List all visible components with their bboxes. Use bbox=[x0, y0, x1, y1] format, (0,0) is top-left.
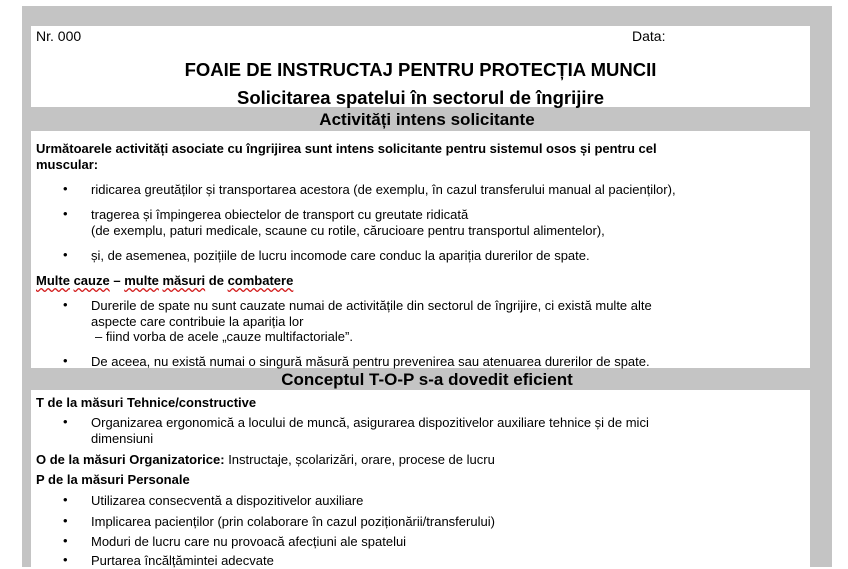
causes-item: Durerile de spate nu sunt cauzate numai de activitățile din sectorul de îngrijire, ci există multe alte bbox=[91, 298, 652, 313]
subheading-word: combatere bbox=[227, 273, 294, 288]
bullet-marker: • bbox=[63, 353, 68, 368]
p-heading: P de la măsuri Personale bbox=[36, 472, 190, 487]
causes-subheading bbox=[36, 273, 293, 289]
bullet-marker: • bbox=[63, 414, 68, 429]
causes-item-continuation: – fiind vorba de acele „cauze multifactoriale”. bbox=[95, 329, 353, 344]
activity-item: tragerea și împingerea obiectelor de transport cu greutate ridicată bbox=[91, 207, 469, 222]
o-line bbox=[36, 452, 495, 468]
o-text: Instructaje, școlarizări, orare, procese de lucru bbox=[228, 452, 495, 467]
activity-item-continuation: (de exemplu, paturi medicale, scaune cu rotile, cărucioare pentru transportul alimentelor), bbox=[91, 223, 605, 238]
bullet-marker: • bbox=[63, 181, 68, 196]
document-subtitle: Solicitarea spatelui în sectorul de îngrijire bbox=[236, 87, 605, 108]
section-title-activities: Activități intens solicitante bbox=[319, 110, 535, 129]
o-heading: O de la măsuri Organizatorice: bbox=[36, 452, 225, 467]
document-number: Nr. 000 bbox=[36, 28, 82, 44]
causes-item: De aceea, nu există numai o singură măsură pentru prevenirea sau atenuarea durerilor de spate. bbox=[91, 354, 650, 369]
bullet-marker: • bbox=[63, 513, 68, 528]
date-label: Data: bbox=[632, 28, 666, 44]
subheading-word: multe bbox=[124, 273, 159, 288]
p-item: Utilizarea consecventă a dispozitivelor auxiliare bbox=[91, 493, 364, 508]
p-item: Implicarea pacienților (prin colaborare în cazul poziționării/transferului) bbox=[91, 514, 495, 529]
p-item: Moduri de lucru care nu provoacă afecțiuni ale spatelui bbox=[91, 534, 407, 549]
subheading-word: măsuri bbox=[162, 273, 206, 288]
bullet-marker: • bbox=[63, 206, 68, 221]
subheading-dash: – bbox=[113, 273, 121, 288]
p-item: Purtarea încălțămintei adecvate bbox=[91, 553, 274, 568]
bullet-marker: • bbox=[63, 247, 68, 262]
causes-item-continuation: aspecte care contribuie la apariția lor bbox=[91, 314, 304, 329]
document-title: FOAIE DE INSTRUCTAJ PENTRU PROTECȚIA MUNCII bbox=[184, 59, 657, 80]
t-item-continuation: dimensiuni bbox=[91, 431, 154, 446]
t-heading: T de la măsuri Tehnice/constructive bbox=[36, 395, 257, 410]
activity-item: ridicarea greutăților și transportarea acestora (de exemplu, în cazul transferului manual al pacienților), bbox=[91, 182, 676, 197]
section-title-top-concept: Conceptul T-O-P s-a dovedit eficient bbox=[281, 370, 573, 389]
bullet-marker: • bbox=[63, 492, 68, 507]
bullet-marker: • bbox=[63, 552, 68, 567]
activities-intro-line1: Următoarele activități asociate cu îngrijirea sunt intens solicitante pentru sistemul osos și pentru cel bbox=[36, 141, 657, 156]
t-item: Organizarea ergonomică a locului de muncă, asigurarea dispozitivelor auxiliare tehnice și de mici bbox=[91, 415, 649, 430]
bullet-marker: • bbox=[63, 533, 68, 548]
activities-intro-line2: muscular: bbox=[36, 157, 99, 172]
subheading-word: Multe bbox=[36, 273, 70, 288]
bullet-marker: • bbox=[63, 297, 68, 312]
subheading-word: de bbox=[208, 273, 224, 288]
subheading-word: cauze bbox=[73, 273, 110, 288]
activity-item: și, de asemenea, pozițiile de lucru incomode care conduc la apariția durerilor de spate. bbox=[91, 248, 590, 263]
